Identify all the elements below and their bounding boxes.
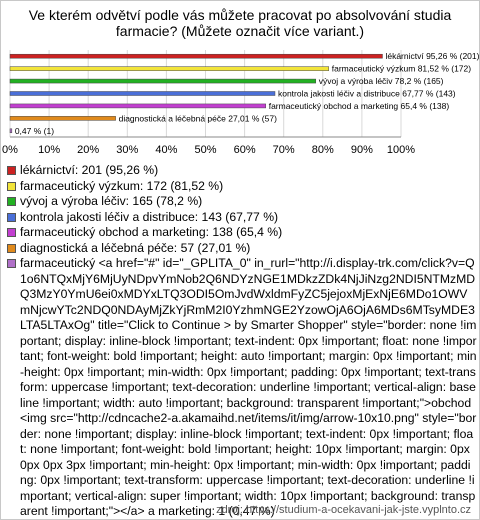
legend-swatch: [7, 197, 16, 206]
bar-data-label: lékárnictví 95,26 % (201): [385, 51, 479, 62]
legend-label: farmaceutický výzkum: 172 (81,52 %): [20, 178, 224, 193]
bar: [10, 104, 266, 108]
legend-label: lékárnictví: 201 (95,26 %): [20, 163, 159, 177]
legend-item: [7, 241, 477, 257]
bar-data-label: kontrola jakosti léčiv a distribuce 67,77 % (143): [277, 88, 456, 99]
bar: [10, 54, 382, 58]
x-tick-label: 100%: [386, 144, 416, 156]
legend-swatch: [7, 244, 16, 253]
x-tick-label: 20%: [77, 144, 100, 156]
bar: [10, 67, 329, 71]
legend-label: kontrola jakosti léčiv a distribuce: 143 (67,77 %): [20, 209, 279, 224]
bar-data-label: farmaceutický výzkum 81,52 % (172): [331, 63, 472, 74]
legend-label: farmaceutický obchod a marketing: 138 (65,4 %): [20, 225, 283, 239]
legend-item: [7, 256, 477, 520]
x-tick-label: 30%: [116, 144, 139, 156]
legend-swatch: [7, 228, 16, 237]
x-tick-label: 40%: [155, 144, 178, 156]
legend-swatch: [7, 259, 16, 268]
x-tick-label: 60%: [233, 144, 256, 156]
legend-swatch: [7, 182, 16, 191]
legend-item: [7, 179, 477, 195]
legend-swatch: [7, 213, 16, 222]
bar-data-label: diagnostická a léčebná péče 27,01 % (57): [118, 113, 277, 124]
x-tick-label: 10%: [38, 144, 61, 156]
bar-data-label: 0,47 % (1): [14, 125, 55, 136]
legend-item: [7, 163, 477, 179]
legend-item: [7, 194, 477, 210]
x-tick-label: 90%: [350, 144, 373, 156]
legend-label: diagnostická a léčebná péče: 57 (27,01 %): [20, 240, 251, 255]
bar-data-label: vývoj a výroba léčiv 78,2 % (165): [318, 76, 444, 87]
x-tick-label: 70%: [272, 144, 295, 156]
bar: [10, 129, 12, 133]
legend-item: [7, 225, 477, 241]
source-footer: zdroj: https://studium-a-ocekavani-jak-jste.vyplnto.cz: [216, 504, 471, 516]
bar-data-label: farmaceutický obchod a marketing 65,4 % (138): [268, 100, 450, 111]
bar: [10, 92, 275, 96]
x-tick-label: 50%: [194, 144, 217, 156]
bar: [10, 79, 316, 83]
legend-label: vývoj a výroba léčiv: 165 (78,2 %): [20, 194, 203, 208]
bar: [10, 116, 116, 120]
legend-item: [7, 210, 477, 226]
legend-label: farmaceutický <a href="#" id="_GPLITA_0" in_rurl="http://i.display-trk.com/click?v=Q1o6NTQxMjY6MjUyNDpvYmNob2Q6NDYzNGE1MDkzZDk4NjJiNzg2NDI5NTMzMDQ3MzY0YmU6ei0xMDYxLTQ3ODI5OmJvdWxldmFyZC5jejoxMjExNjE6MDo1OWVmNjcwYTc2NDQ0NDAyMjZkYjRmM2I0YzhmNGE2YzowOjA6OjA6MDs6MTsyMDE3LTA5LTAxOg" title="Click to Continue > by Smarter Shopper" style="border: none !important; display: inline-block !important; text-indent: 0px !important; float: none !important; font-weight: bold !important; height: auto !important; margin: 0px !important; min-height: 0px !important; min-width: 0px !important; padding: 0px !important; text-transform: uppercase !important; text-decoration: underline !important; vertical-align: baseline !important; width: auto !important; background: transparent !important;">obchod<img src="http://cdncache2-a.akamaihd.net/items/it/img/arrow-10x10.png" style="border: none !important; display: inline-block !important; text-indent: 0px !important; float: none !important; font-weight: bold !important; height: 10px !important; margin: 0px 0px 0px 3px !important; min-height: 0px !important; min-width: 0px !important; padding: 0px !important; text-transform: uppercase !important; text-decoration: underline !important; vertical-align: super !important; width: 10px !important; background: transparent !important;"></a> a marketing: 1 (0,47 %): [20, 256, 477, 518]
chart-title: Ve kterém odvětví podle vás můžete pracovat po absolvování studia farmacie? (Můžete označit více variant.): [28, 7, 452, 39]
bar-chart: [1, 1, 479, 161]
x-tick-label: 80%: [311, 144, 334, 156]
legend-swatch: [7, 166, 16, 175]
chart-legend: [7, 163, 477, 520]
x-tick-label: 0%: [2, 144, 18, 156]
